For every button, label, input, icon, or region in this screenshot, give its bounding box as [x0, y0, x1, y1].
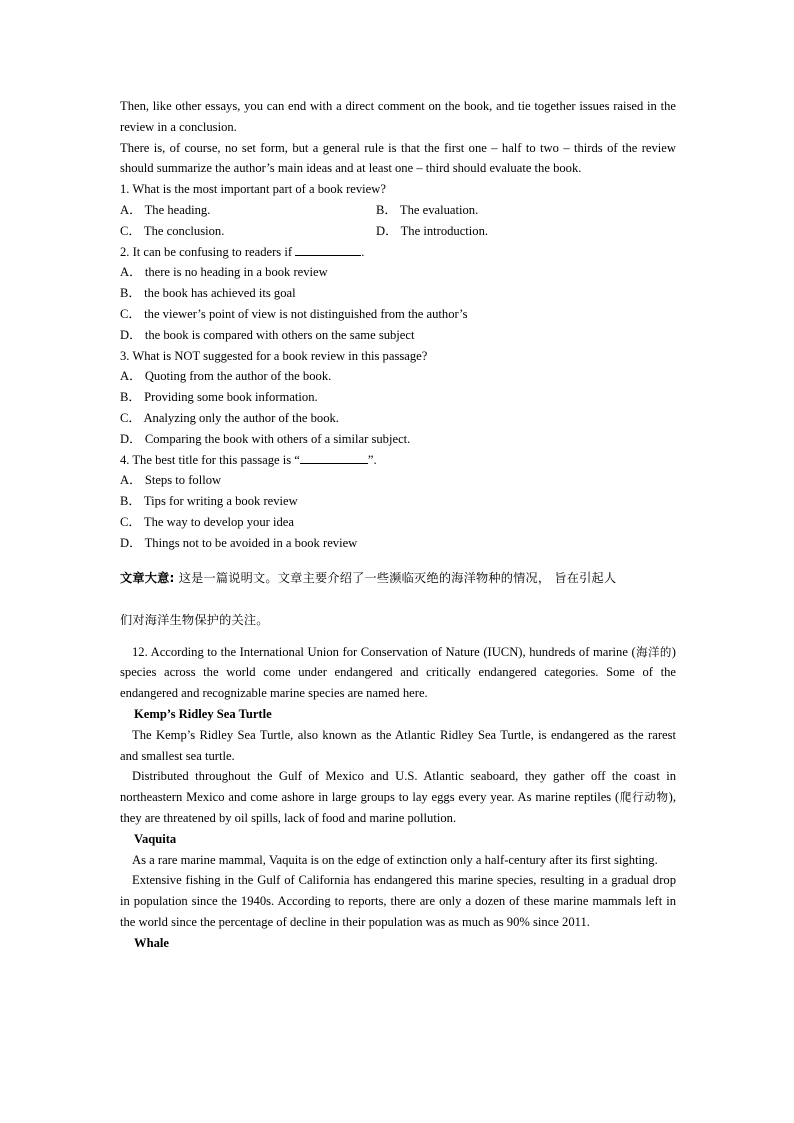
question-1-option-c: C． The conclusion. [120, 223, 225, 238]
question-4-option-a: A． Steps to follow [120, 473, 222, 488]
question-2-option-c: C． the viewer’s point of view is not distinguished from the author’s [120, 306, 468, 321]
summary-text-1: 这是一篇说明文。文章主要介绍了一些濒临灭绝的海洋物种的情况， 旨在引起人 [174, 570, 617, 585]
question-1-options-row-2 [120, 221, 676, 242]
intro-paragraph-1: Then, like other essays, you can end with a direct comment on the book, and tie together issues raised in the review in a conclusion. [120, 99, 676, 134]
question-4-option-b: B． Tips for writing a book review [120, 494, 298, 509]
question-1-option-b: B． The evaluation. [376, 202, 479, 217]
passage-intro-text-a: 12. According to the International Union for Conservation of Nature (IUCN), hundreds of marine ( [132, 644, 636, 659]
section-heading-turtle: Kemp’s Ridley Sea Turtle [134, 706, 272, 721]
question-3 [120, 346, 676, 450]
question-2-stem-text: 2. It can be confusing to readers if [120, 244, 293, 259]
intro-paragraph-2: There is, of course, no set form, but a general rule is that the first one – half to two – thirds of the review should summarize the author’s main ideas and at least one – third should evaluate the book. [120, 140, 676, 176]
question-3-option-d: D． Comparing the book with others of a similar subject. [120, 431, 411, 446]
question-1-options-row-1 [120, 200, 676, 221]
passage-summary [120, 568, 676, 630]
question-1-option-a: A． The heading. [120, 202, 211, 217]
question-2-stem-end: . [361, 244, 365, 259]
turtle-paragraph-2-text-b: ), they are threatened by oil spills, lack of food and marine pollution. [120, 790, 676, 825]
turtle-paragraph-2-zh: 爬行动物 [619, 790, 669, 805]
question-2-stem [120, 242, 676, 263]
question-1 [120, 179, 676, 241]
question-4-stem [120, 450, 676, 471]
question-2-answer-blank [295, 243, 361, 256]
question-4-option-d: D． Things not to be avoided in a book review [120, 535, 358, 550]
summary-line-1 [120, 568, 676, 588]
question-4-stem-end: ”. [367, 452, 377, 467]
question-1-option-d: D． The introduction. [376, 223, 489, 238]
summary-line-2: 们对海洋生物保护的关注。 [120, 612, 269, 627]
vaquita-paragraph-2: Extensive fishing in the Gulf of California has endangered this marine species, resulting in a gradual drop in population since the 1940s. According to reports, there are only a dozen of these marine mammals left in the world since the percentage of decline in their population was as much as 90% since 2011. [120, 873, 676, 929]
question-3-option-a: A． Quoting from the author of the book. [120, 369, 332, 384]
question-3-option-c: C． Analyzing only the author of the book. [120, 410, 339, 425]
question-3-option-b: B． Providing some book information. [120, 390, 318, 405]
section-heading-vaquita: Vaquita [134, 831, 177, 846]
question-4-stem-text: 4. The best title for this passage is “ [120, 452, 300, 467]
question-2-option-b: B． the book has achieved its goal [120, 286, 296, 301]
reading-passage-12 [120, 642, 676, 954]
question-3-stem: 3. What is NOT suggested for a book review in this passage? [120, 348, 428, 363]
section-heading-whale: Whale [134, 935, 169, 950]
question-4-answer-blank [300, 451, 368, 464]
question-4 [120, 450, 676, 554]
passage-intro-zh: 海洋的 [635, 644, 672, 659]
question-2-option-d: D． the book is compared with others on the same subject [120, 327, 415, 342]
turtle-paragraph-2 [120, 766, 676, 828]
vaquita-paragraph-1: As a rare marine mammal, Vaquita is on the edge of extinction only a half-century after its first sighting. [132, 852, 658, 867]
question-2 [120, 242, 676, 346]
question-4-option-c: C． The way to develop your idea [120, 514, 294, 529]
summary-label: 文章大意: [120, 570, 175, 585]
turtle-paragraph-1: The Kemp’s Ridley Sea Turtle, also known as the Atlantic Ridley Sea Turtle, is endangered as the rarest and smallest sea turtle. [120, 727, 676, 763]
page-content [120, 96, 676, 953]
passage-intro [120, 642, 676, 704]
question-2-option-a: A． there is no heading in a book review [120, 265, 328, 280]
passage-intro-text-b: ) species across the world come under endangered and critically endangered categories. Some of the endangered and recognizable marine species are named here. [120, 644, 676, 701]
question-1-stem: 1. What is the most important part of a book review? [120, 182, 386, 197]
turtle-paragraph-2-text-a: Distributed throughout the Gulf of Mexico and U.S. Atlantic seaboard, they gather off the coast in northeastern Mexico and come ashore in large groups to lay eggs every year. As marine reptiles ( [120, 769, 676, 805]
